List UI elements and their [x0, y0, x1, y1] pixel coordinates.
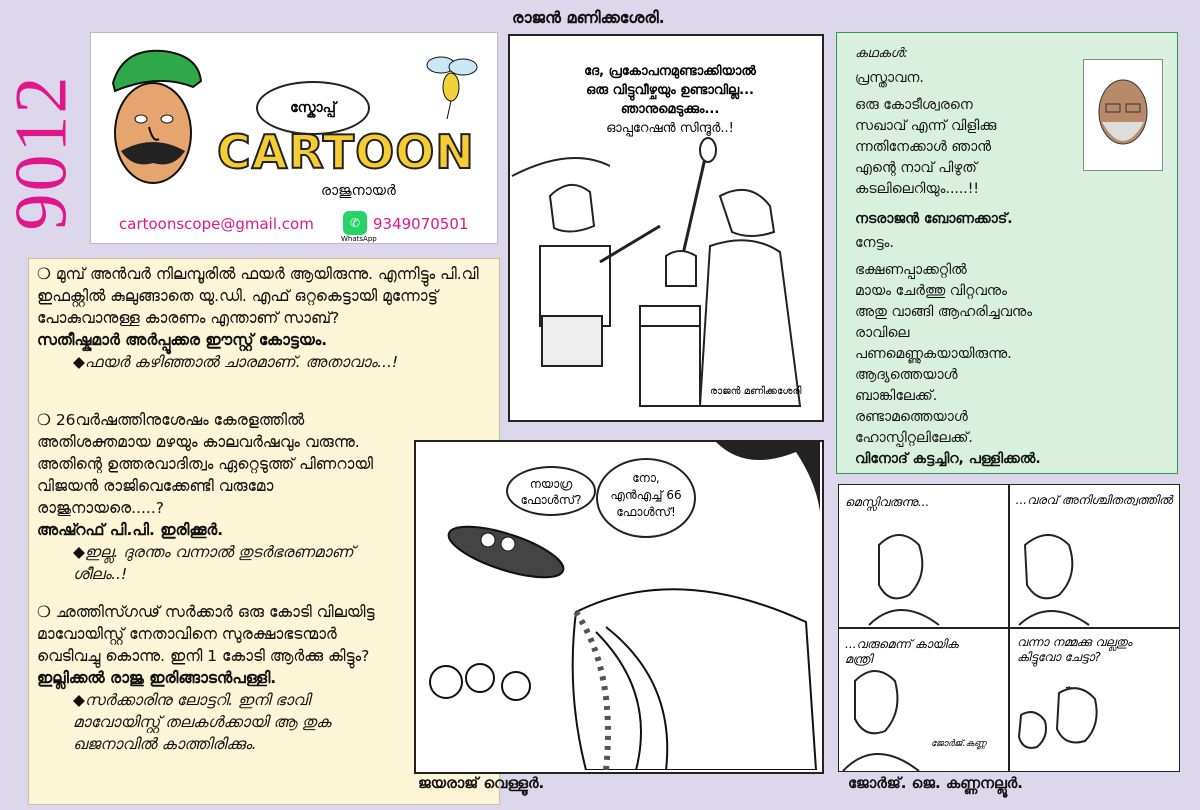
story-2 — [855, 229, 1155, 470]
bubble-line: എൻഎച്ച് 66 — [610, 488, 682, 502]
whatsapp-label: WhatsApp — [341, 235, 377, 243]
qa-asker: അഷ്റഫ് പി.പി. ഇരിക്കൂർ. — [37, 521, 224, 539]
qa-question: ❍ ഛത്തിസ്ഗഢ് സർക്കാർ ഒരു കോടി വിലയിട്ട മാവോയിസ്റ്റ് നേതാവിനെ സുരക്ഷാഭടന്മാർ വെടിവച്ചു കൊന്നു. ഇനി 1 കോടി ആർക്കു കിട്ടും? — [37, 603, 375, 665]
qa-answer: ◆സർക്കാരിനു ലോട്ടറി. ഇനി ഭാവി മാവോയിസ്റ്റ് തലകൾക്കായി ആ തുക ഖജനാവിൽ കാത്തിരിക്കും. — [73, 691, 331, 753]
story-line: മായം ചേർത്തു വിറ്റവനും — [855, 283, 1007, 299]
story-1-author — [855, 209, 1155, 230]
story-line: ബാങ്കിലേക്ക്. — [855, 388, 938, 404]
mosquito-icon — [421, 51, 481, 121]
qa-answer: ◆ഫയർ കഴിഞ്ഞാൽ ചാരമാണ്. അതാവാം...! — [73, 353, 399, 371]
bubble-line: ഫോൾസ്! — [616, 505, 676, 519]
story-line: രാവിലെ — [855, 325, 910, 341]
cartoon-drawing — [416, 442, 820, 770]
story-author: വിനോദ് കട്ടച്ചിറ, പള്ളിക്കൽ. — [855, 451, 1041, 467]
story-line: ന്നതിനേക്കാൾ ഞാൻ — [855, 139, 992, 155]
story-line: അതു വാങ്ങി ആഹരിച്ചവനും — [855, 304, 1033, 320]
strip-panel-2-text: ...വരവ് അനിശ്ചിതത്വത്തിൽ — [1015, 493, 1173, 507]
contact-email[interactable]: cartoonscope@gmail.com — [119, 215, 314, 233]
qa-item-3 — [37, 601, 399, 755]
author-photo — [1083, 59, 1163, 171]
top-credit: രാജൻ മണിക്കശേരി. — [512, 8, 665, 27]
speech-line: ഓപ്പറേഷൻ സിന്ദൂർ..! — [606, 121, 734, 136]
strip-signature: ജോർജ്.കണ്ണ — [931, 739, 986, 749]
issue-number-text: 9012 — [0, 74, 83, 231]
speech-line: ഞാനുമെടുക്കും... — [620, 102, 720, 117]
strip-panel-3-text: ...വരുമെന്ന് കായിക മന്ത്രി — [845, 637, 959, 666]
cartoon-signature: രാജൻ മണിക്കശേരി — [710, 386, 802, 397]
cartoon-nh66-falls — [414, 440, 824, 774]
story-line: എന്റെ നാവ് പിഴുത് — [855, 160, 977, 176]
story-line: ഹോസ്പിറ്റലിലേക്ക്. — [855, 430, 973, 446]
stories-label: കഥകൾ: — [855, 46, 908, 61]
column-header — [90, 32, 498, 244]
qa-item-2 — [37, 409, 399, 585]
qa-question: ❍ മുമ്പ് അൻവർ നിലമ്പൂരിൽ ഫയർ ആയിരുന്നു. എന്നിട്ടും പി.വി ഇഫക്റ്റിൽ കുലുങ്ങാതെ യു.ഡി. എഫ് ഒറ്റകെട്ടായി മുന്നോട്ട് പോകുവാനുള്ള കാരണം എന്താണ് സാബ്? — [37, 265, 479, 327]
story-line: രണ്ടാമത്തെയാൾ — [855, 409, 968, 425]
qa-asker: സതീഷ്കുമാർ അർപ്പൂക്കര ഈസ്റ്റ് കോട്ടയം. — [37, 331, 328, 349]
cartoon-operation-sindoor — [508, 34, 824, 422]
story-title: പ്രസ്താവന. — [855, 70, 924, 86]
cartoon-speech — [550, 62, 790, 138]
bubble-line: നയാഗ്ര — [529, 477, 573, 491]
story-line: പണമെണ്ണുകയായിരുന്നു. — [855, 346, 1012, 362]
speech-line: ഒരു വിട്ടുവീഴ്ചയും ഉണ്ടാവില്ല... — [586, 83, 754, 98]
qa-item-1 — [37, 263, 497, 373]
story-line: കടലിലെറിയും.....!! — [855, 181, 979, 197]
qa-asker: ഇല്ലിക്കൽ രാജു ഇരിങ്ങാടൻപള്ളി. — [37, 669, 277, 687]
cartoon2-credit: ജയരാജ് വെള്ളൂർ. — [418, 774, 545, 792]
strip-credit: ജോർജ്. ജെ. കണ്ണനല്ലൂർ. — [848, 774, 1024, 792]
strip-panel-4-text: വന്നാ നമ്മക്കു വല്ലതും കിട്ടുവോ ചേട്ടാ? — [1017, 635, 1133, 664]
stories-box — [836, 32, 1178, 474]
speech-line: ദേ, പ്രകോപനമുണ്ടാക്കിയാൽ — [584, 64, 756, 79]
cartoon-drawing — [510, 136, 820, 416]
bubble-line: നോ, — [632, 471, 660, 485]
story-1 — [855, 43, 1080, 200]
story-line: ആദ്യത്തെയാൾ — [855, 367, 958, 383]
caricature-image — [103, 43, 203, 183]
comic-strip — [838, 484, 1180, 772]
whatsapp-icon: ✆ — [343, 211, 367, 235]
story-line: ഒരു കോടീശ്വരനെ — [855, 97, 973, 113]
strip-drawing — [839, 485, 1179, 771]
story-line: ഭക്ഷണപ്പാക്കറ്റിൽ — [855, 262, 967, 278]
strip-panel-1-text: മെസ്സിവരുന്നു... — [845, 495, 930, 509]
scope-speech-bubble: സ്കോപ്പ് — [256, 81, 370, 135]
story-title: നേട്ടം. — [855, 235, 895, 251]
contact-phone[interactable]: 9349070501 — [373, 215, 469, 233]
issue-number — [2, 20, 82, 250]
qa-question: ❍ 26വർഷത്തിനുശേഷം കേരളത്തിൽ അതിശക്തമായ മഴയും കാലവർഷവും വരുന്നു. അതിന്റെ ഉത്തരവാദിത്വം ഏറ്റെടുത്ത് പിണറായി വിജയൻ രാജിവെക്കേണ്ടി വരുമോ രാജുനായരെ.....? — [37, 411, 373, 517]
columnist-name: രാജുനായർ — [321, 183, 396, 199]
bubble-line: ഫോൾസ്? — [520, 493, 582, 507]
story-author: നടരാജൻ ബോണക്കാട്. — [855, 211, 1013, 227]
story-line: സഖാവ് എന്ന് വിളിക്കു — [855, 118, 997, 134]
cartoon-logo: CARTOON — [217, 125, 475, 179]
qa-answer: ◆ഇല്ല. ദുരന്തം വന്നാൽ തുടർഭരണമാണ് ശീലം..! — [73, 543, 354, 583]
